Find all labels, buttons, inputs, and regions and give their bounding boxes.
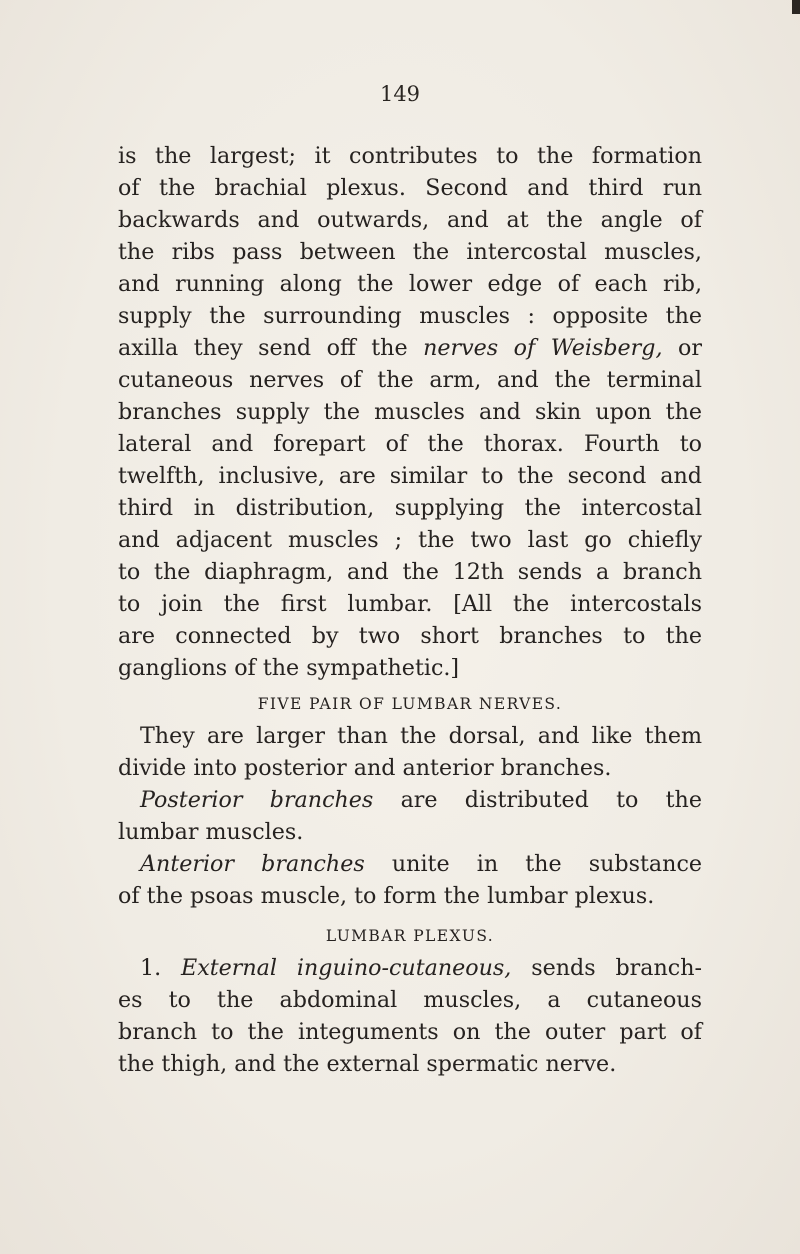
- text-line: divide into posterior and anterior branches.: [118, 755, 612, 781]
- text-line: [118, 332, 702, 364]
- text-span: or: [662, 335, 702, 361]
- page-number: 149: [379, 82, 421, 106]
- text-line: the thigh, and the external spermatic nerve.: [118, 1051, 617, 1077]
- text-line: third in distribution, supplying the intercostal: [118, 495, 702, 521]
- text-span: are distributed to the: [373, 787, 702, 813]
- italic-term-external-inguino-cutaneous: External inguino-cutaneous,: [181, 955, 512, 981]
- text-line: to join the first lumbar. [All the intercostals: [118, 591, 702, 617]
- section-heading-lumbar-nerves: FIVE PAIR OF LUMBAR NERVES.: [257, 695, 563, 713]
- text-line: supply the surrounding muscles : opposite the: [118, 303, 702, 329]
- text-line: branch to the integuments on the outer part of: [118, 1019, 702, 1045]
- page-text: [118, 140, 702, 1080]
- text-line: of the brachial plexus. Second and third run: [118, 175, 702, 201]
- text-line: ganglions of the sympathetic.]: [118, 655, 460, 681]
- italic-term-anterior-branches: Anterior branches: [140, 851, 365, 877]
- text-line: branches supply the muscles and skin upon the: [118, 399, 702, 425]
- text-line: They are larger than the dorsal, and like them: [140, 723, 702, 749]
- italic-term-posterior-branches: Posterior branches: [140, 787, 374, 813]
- text-line: of the psoas muscle, to form the lumbar plexus.: [118, 883, 655, 909]
- italic-term-nerves-of-weisberg: nerves of Weisberg,: [423, 335, 663, 361]
- text-line: cutaneous nerves of the arm, and the terminal: [118, 367, 702, 393]
- list-number: 1.: [140, 955, 182, 981]
- text-line: backwards and outwards, and at the angle of: [118, 207, 702, 233]
- text-line: [118, 784, 702, 816]
- text-span: sends branch-: [511, 955, 703, 981]
- text-line: to the diaphragm, and the 12th sends a branch: [118, 559, 702, 585]
- text-line: and running along the lower edge of each rib,: [118, 271, 702, 297]
- section-heading-lumbar-plexus: LUMBAR PLEXUS.: [325, 927, 495, 945]
- text-line: [118, 952, 702, 984]
- text-line: es to the abdominal muscles, a cutaneous: [118, 987, 702, 1013]
- text-line: [118, 848, 702, 880]
- text-line: is the largest; it contributes to the formation: [118, 143, 702, 169]
- text-line: and adjacent muscles ; the two last go chiefly: [118, 527, 702, 553]
- text-line: twelfth, inclusive, are similar to the second and: [118, 463, 702, 489]
- text-line: lumbar muscles.: [118, 819, 304, 845]
- page-corner-mark: [792, 0, 800, 14]
- text-line: are connected by two short branches to the: [118, 623, 702, 649]
- text-span: axilla they send off the: [118, 335, 424, 361]
- text-line: the ribs pass between the intercostal muscles,: [118, 239, 702, 265]
- text-line: lateral and forepart of the thorax. Fourth to: [118, 431, 702, 457]
- text-span: unite in the substance: [364, 851, 702, 877]
